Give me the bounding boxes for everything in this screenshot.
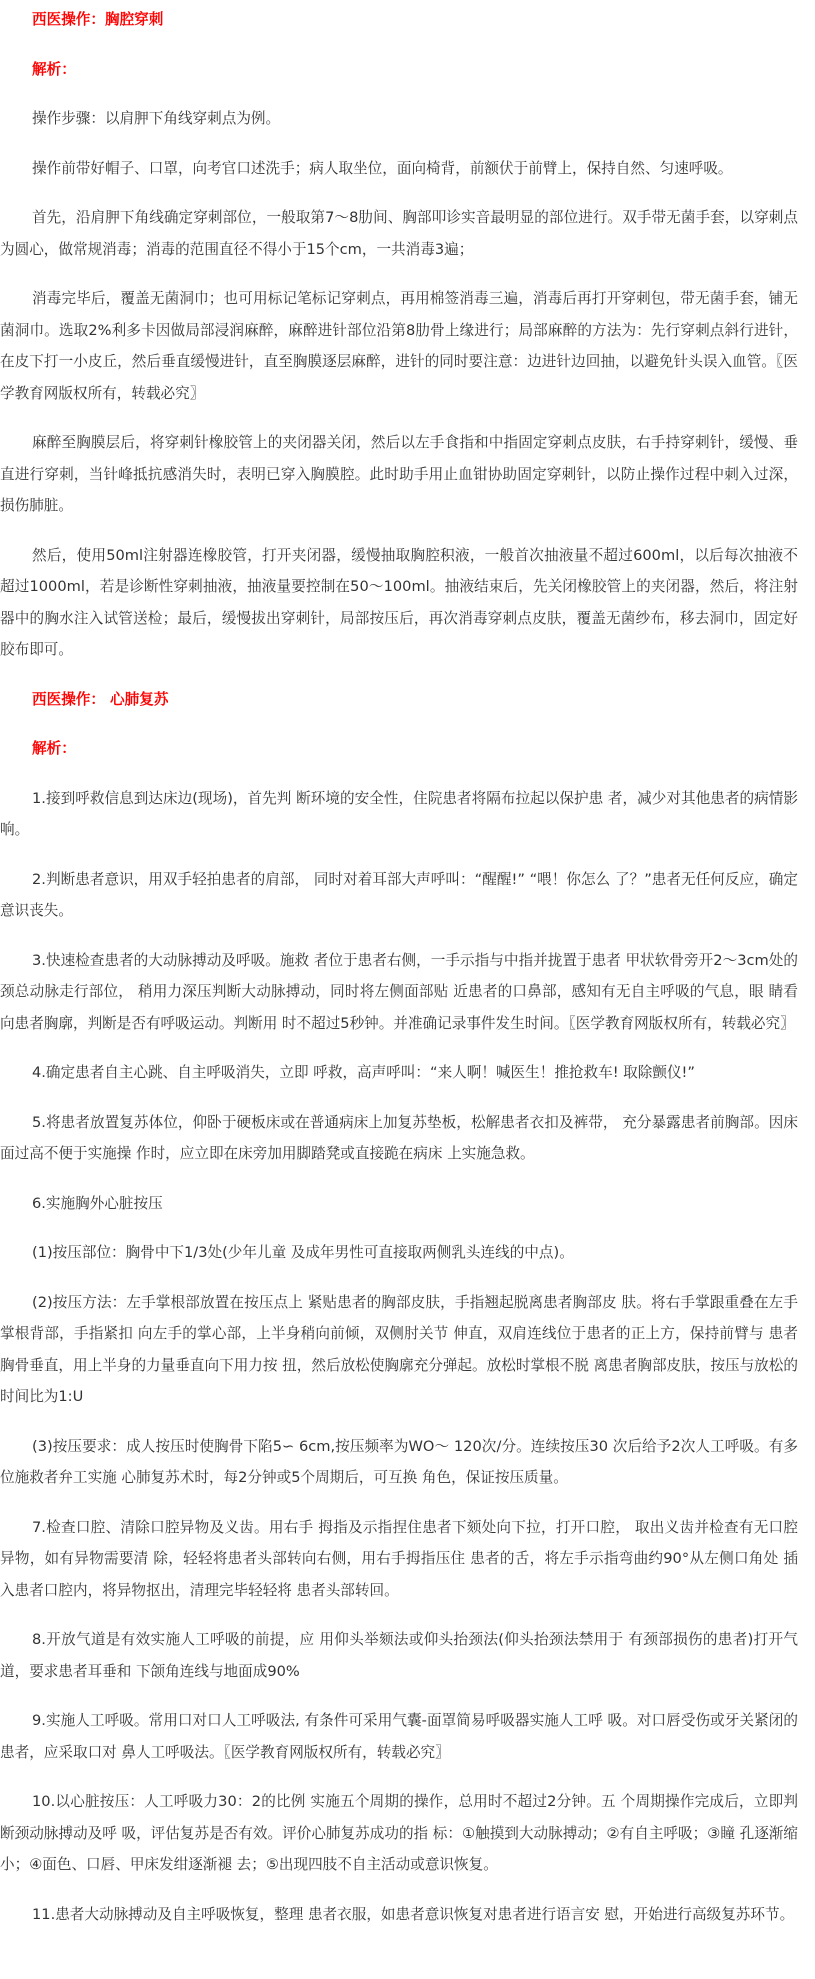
paragraph: 麻醉至胸膜层后，将穿刺针橡胶管上的夹闭器关闭，然后以左手食指和中指固定穿刺点皮肤，右手持穿刺针，缓慢、垂直进行穿刺，当针峰抵抗感消失时，表明已穿入胸膜腔。此时助手用止血钳协助固定穿刺针，以防止操作过程中刺入过深，损伤肺脏。 [0,434,798,514]
analysis-label: 解析： [32,60,76,78]
paragraph: 10.以心脏按压：人工呼吸力30：2的比例 实施五个周期的操作，总用时不超过2分钟。五 个周期操作完成后，立即判断颈动脉搏动及呼 吸，评估复苏是否有效。评价心肺复苏成功的指 标：①触摸到大动脉搏动；②有自主呼吸；③瞳 孔逐渐缩小；④面色、口唇、甲床发绀逐渐褪 去；⑤出现四肢不自主活动或意识恢复。 [0,1793,798,1873]
paragraph: 操作步骤：以肩胛下角线穿刺点为例。 [32,110,281,127]
paragraph: 3.快速检查患者的大动脉搏动及呼吸。施救 者位于患者右侧，一手示指与中指并拢置于患者 甲状软骨旁开2～3cm处的颈总动脉走行部位， 稍用力深压判断大动脉搏动，同时将左侧面部贴 近患者的口鼻部，感知有无自主呼吸的气息，眼 睛看向患者胸廓，判断是否有呼吸运动。判断用 时不超过5秒钟。并准确记录事件发生时间。〖医学教育网版权所有，转载必究〗 [0,951,798,1032]
paragraph: 7.检查口腔、清除口腔异物及义齿。用右手 拇指及示指捏住患者下颏处向下拉，打开口腔， 取出义齿并检查有无口腔异物，如有异物需要清 除，轻轻将患者头部转向右侧，用右手拇指压住 患者的舌，将左手示指弯曲约90°从左侧口角处 插入患者口腔内，将异物抠出，清理完毕轻轻将 患者头部转回。 [0,1518,798,1599]
paragraph: (1)按压部位：胸骨中下1/3处(少年儿童 及成年男性可直接取两侧乳头连线的中点)。 [32,1244,574,1261]
paragraph: 6.实施胸外心脏按压 [32,1194,163,1212]
section-title-thoracentesis: 西医操作：胸腔穿刺 [32,11,164,28]
paragraph: 然后，使用50ml注射器连橡胶管，打开夹闭器，缓慢抽取胸腔积液，一般首次抽液量不超过600ml，以后每次抽液不超过1000ml，若是诊断性穿刺抽液，抽液量要控制在50～100ml。抽液结束后，先关闭橡胶管上的夹闭器，然后，将注射器中的胸水注入试管送检；最后，缓慢拔出穿刺针，局部按压后，再次消毒穿刺点皮肤，覆盖无菌纱布，移去洞巾，固定好胶布即可。 [0,546,798,658]
paragraph: 首先，沿肩胛下角线确定穿刺部位，一般取第7～8肋间、胸部叩诊实音最明显的部位进行。双手带无菌手套，以穿刺点为圆心，做常规消毒；消毒的范围直径不得小于15个cm，一共消毒3遍； [0,209,798,258]
paragraph: 操作前带好帽子、口罩，向考官口述洗手；病人取坐位，面向椅背，前额伏于前臂上，保持自然、匀速呼吸。 [32,159,733,177]
paragraph: 1.接到呼救信息到达床边(现场)，首先判 断环境的安全性，住院患者将隔布拉起以保护患 者，减少对其他患者的病情影响。 [0,789,798,838]
paragraph: 5.将患者放置复苏体位，仰卧于硬板床或在普通病床上加复苏垫板，松解患者衣扣及裤带， 充分暴露患者前胸部。因床面过高不便于实施操 作时，应立即在床旁加用脚踏凳或直接跪在病床 上实施急救。 [0,1113,798,1162]
section-title-cpr: 西医操作： 心肺复苏 [32,690,169,708]
paragraph: (2)按压方法：左手掌根部放置在按压点上 紧贴患者的胸部皮肤，手指翘起脱离患者胸部皮 肤。将右手掌跟重叠在左手掌根背部，手指紧扣 向左手的掌心部，上半身稍向前倾，双侧肘关节 伸直，双肩连线位于患者的正上方，保持前臂与 患者胸骨垂直，用上半身的力量垂直向下用力按 扭，然后放松使胸廓充分弹起。放松时掌根不脱 离患者胸部皮肤，按压与放松的时间比为1:U [0,1293,798,1405]
paragraph: 11.患者大动脉搏动及自主呼吸恢复，整理 患者衣服，如患者意识恢复对患者进行语言安 慰，开始进行高级复苏环节。 [32,1905,795,1923]
paragraph: 4.确定患者自主心跳、自主呼吸消失，立即 呼救，高声呼叫：“来人啊！喊医生！推抢救车! 取除颤仪!” [32,1064,695,1081]
analysis-label: 解析： [32,740,76,757]
paragraph: 2.判断患者意识，用双手轻拍患者的肩部， 同时对着耳部大声呼叫：“醒醒!” “喂！你怎么 了？”患者无任何反应，确定意识丧失。 [0,870,798,919]
paragraph: 9.实施人工呼吸。常用口对口人工呼吸法, 有条件可采用气囊-面罩简易呼吸器实施人工呼 吸。对口唇受伤或牙关紧闭的患者，应采取口对 鼻人工呼吸法。〖医学教育网版权所有，转载必究〗 [0,1712,798,1761]
paragraph: 消毒完毕后，覆盖无菌洞巾；也可用标记笔标记穿刺点，再用棉签消毒三遍，消毒后再打开穿刺包，带无菌手套，铺无菌洞巾。选取2%利多卡因做局部浸润麻醉，麻醉进针部位沿第8肋骨上缘进行；局部麻醉的方法为：先行穿刺点斜行进针，在皮下打一小皮丘，然后垂直缓慢进针，直至胸膜逐层麻醉，进针的同时要注意：边进针边回抽，以避免针头误入血管。〖医学教育网版权所有，转载必究〗 [0,290,798,402]
paragraph: (3)按压要求：成人按压时使胸骨下陷5∽ 6cm,按压频率为WO～ 120次/分。连续按压30 次后给予2次人工呼吸。有多位施救者弁工实施 心肺复苏术时，每2分钟或5个周期后，可互换 角色，保证按压质量。 [0,1437,798,1486]
paragraph: 8.开放气道是有效实施人工呼吸的前提，应 用仰头举颏法或仰头抬颈法(仰头抬颈法禁用于 有颈部损伤的患者)打开气道，要求患者耳垂和 下颌角连线与地面成90% [0,1631,798,1680]
